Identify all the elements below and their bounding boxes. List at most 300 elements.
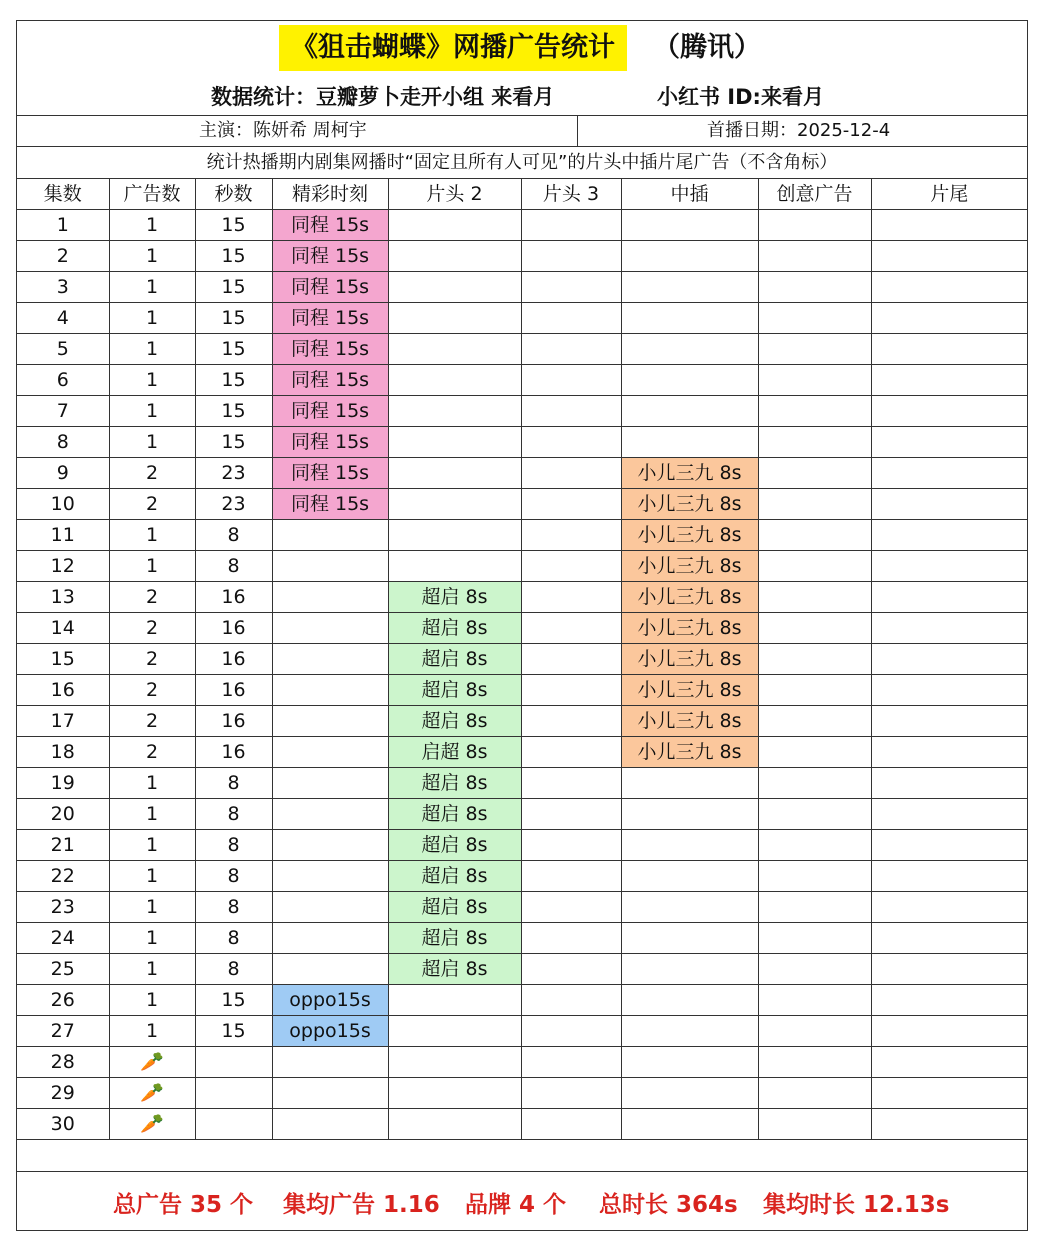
opening2-ad-cell: 超启 8s bbox=[388, 675, 521, 706]
opening2-ad-cell bbox=[388, 210, 521, 241]
creative-ad-cell bbox=[758, 675, 871, 706]
header-title-row bbox=[17, 21, 1027, 77]
table-row bbox=[17, 520, 1027, 551]
episode-cell: 26 bbox=[17, 985, 109, 1016]
seconds-cell: 16 bbox=[195, 582, 272, 613]
seconds-cell: 15 bbox=[195, 365, 272, 396]
seconds-cell: 15 bbox=[195, 241, 272, 272]
creative-ad-cell bbox=[758, 706, 871, 737]
ad-count-cell: 2 bbox=[109, 582, 195, 613]
episode-cell: 23 bbox=[17, 892, 109, 923]
ad-count-cell: 1 bbox=[109, 210, 195, 241]
ending-ad-cell bbox=[871, 1109, 1027, 1140]
mid-roll-ad-cell bbox=[621, 799, 758, 830]
opening3-ad-cell bbox=[521, 1016, 621, 1047]
seconds-cell: 8 bbox=[195, 830, 272, 861]
opening3-ad-cell bbox=[521, 923, 621, 954]
table-row bbox=[17, 241, 1027, 272]
mid-roll-ad-cell bbox=[621, 1016, 758, 1047]
highlight-ad-cell bbox=[272, 861, 388, 892]
mid-roll-ad-cell bbox=[621, 830, 758, 861]
table-row bbox=[17, 985, 1027, 1016]
mid-roll-ad-cell bbox=[621, 1047, 758, 1078]
ending-ad-cell bbox=[871, 427, 1027, 458]
table-row bbox=[17, 737, 1027, 768]
mid-roll-ad-cell bbox=[621, 365, 758, 396]
opening3-ad-cell bbox=[521, 737, 621, 768]
highlight-ad-cell bbox=[272, 675, 388, 706]
creative-ad-cell bbox=[758, 1109, 871, 1140]
opening2-ad-cell: 超启 8s bbox=[388, 706, 521, 737]
highlight-ad-cell: 同程 15s bbox=[272, 334, 388, 365]
ad-count-cell: 1 bbox=[109, 427, 195, 458]
creative-ad-cell bbox=[758, 954, 871, 985]
creative-ad-cell bbox=[758, 1047, 871, 1078]
seconds-cell: 8 bbox=[195, 768, 272, 799]
seconds-cell: 8 bbox=[195, 799, 272, 830]
ad-count-cell: 1 bbox=[109, 241, 195, 272]
highlight-ad-cell: 同程 15s bbox=[272, 489, 388, 520]
ad-count-cell: 1 bbox=[109, 551, 195, 582]
creative-ad-cell bbox=[758, 303, 871, 334]
methodology-note: 统计热播期内剧集网播时“固定且所有人可见”的片头中插片尾广告（不含角标） bbox=[17, 147, 1027, 179]
highlight-ad-cell bbox=[272, 1078, 388, 1109]
opening2-ad-cell: 超启 8s bbox=[388, 892, 521, 923]
table-row bbox=[17, 675, 1027, 706]
ending-ad-cell bbox=[871, 892, 1027, 923]
highlight-ad-cell bbox=[272, 830, 388, 861]
highlight-ad-cell: 同程 15s bbox=[272, 272, 388, 303]
table-row bbox=[17, 427, 1027, 458]
table-row bbox=[17, 365, 1027, 396]
highlight-ad-cell bbox=[272, 706, 388, 737]
episode-cell: 21 bbox=[17, 830, 109, 861]
ending-ad-cell bbox=[871, 799, 1027, 830]
ad-count-cell: 1 bbox=[109, 799, 195, 830]
ending-ad-cell bbox=[871, 985, 1027, 1016]
cast-text: 主演：陈妍希 周柯宇 bbox=[199, 120, 367, 141]
highlight-ad-cell: 同程 15s bbox=[272, 210, 388, 241]
mid-roll-ad-cell bbox=[621, 892, 758, 923]
highlight-ad-cell bbox=[272, 1109, 388, 1140]
ending-ad-cell bbox=[871, 737, 1027, 768]
mid-roll-ad-cell bbox=[621, 954, 758, 985]
mid-roll-ad-cell bbox=[621, 334, 758, 365]
opening2-ad-cell bbox=[388, 1016, 521, 1047]
ending-ad-cell bbox=[871, 489, 1027, 520]
highlight-ad-cell: 同程 15s bbox=[272, 241, 388, 272]
mid-roll-ad-cell bbox=[621, 396, 758, 427]
ad-count-cell: 2 bbox=[109, 489, 195, 520]
opening3-ad-cell bbox=[521, 551, 621, 582]
opening3-ad-cell bbox=[521, 613, 621, 644]
highlight-ad-cell: 同程 15s bbox=[272, 365, 388, 396]
seconds-cell: 15 bbox=[195, 1016, 272, 1047]
seconds-cell: 16 bbox=[195, 706, 272, 737]
episode-cell: 17 bbox=[17, 706, 109, 737]
ad-count-cell: 1 bbox=[109, 303, 195, 334]
seconds-cell: 8 bbox=[195, 892, 272, 923]
creative-ad-cell bbox=[758, 520, 871, 551]
creative-ad-cell bbox=[758, 799, 871, 830]
opening2-ad-cell: 超启 8s bbox=[388, 582, 521, 613]
highlight-ad-cell: 同程 15s bbox=[272, 427, 388, 458]
creative-ad-cell bbox=[758, 241, 871, 272]
table-row bbox=[17, 706, 1027, 737]
highlight-ad-cell bbox=[272, 582, 388, 613]
opening2-ad-cell: 超启 8s bbox=[388, 799, 521, 830]
seconds-cell: 16 bbox=[195, 737, 272, 768]
episode-cell: 4 bbox=[17, 303, 109, 334]
table-row bbox=[17, 210, 1027, 241]
page-title: 《狙击蝴蝶》网播广告统计 bbox=[279, 25, 627, 71]
ending-ad-cell bbox=[871, 396, 1027, 427]
table-row bbox=[17, 830, 1027, 861]
mid-roll-ad-cell bbox=[621, 272, 758, 303]
episode-cell: 29 bbox=[17, 1078, 109, 1109]
seconds-cell: 8 bbox=[195, 954, 272, 985]
creative-ad-cell bbox=[758, 923, 871, 954]
mid-roll-ad-cell bbox=[621, 1078, 758, 1109]
creative-ad-cell bbox=[758, 365, 871, 396]
ending-ad-cell bbox=[871, 954, 1027, 985]
episode-cell: 30 bbox=[17, 1109, 109, 1140]
creative-ad-cell bbox=[758, 613, 871, 644]
highlight-ad-cell: oppo15s bbox=[272, 985, 388, 1016]
ending-ad-cell bbox=[871, 365, 1027, 396]
ending-ad-cell bbox=[871, 675, 1027, 706]
table-row bbox=[17, 458, 1027, 489]
mid-roll-ad-cell: 小儿三九 8s bbox=[621, 489, 758, 520]
opening3-ad-cell bbox=[521, 644, 621, 675]
opening2-ad-cell bbox=[388, 985, 521, 1016]
mid-roll-ad-cell bbox=[621, 241, 758, 272]
mid-roll-ad-cell: 小儿三九 8s bbox=[621, 582, 758, 613]
column-header: 片头 2 bbox=[388, 179, 521, 210]
episode-cell: 11 bbox=[17, 520, 109, 551]
ending-ad-cell bbox=[871, 644, 1027, 675]
episode-cell: 22 bbox=[17, 861, 109, 892]
opening3-ad-cell bbox=[521, 954, 621, 985]
mid-roll-ad-cell: 小儿三九 8s bbox=[621, 675, 758, 706]
ad-count-cell: 🥕 bbox=[109, 1047, 195, 1078]
opening2-ad-cell: 超启 8s bbox=[388, 613, 521, 644]
ad-count-cell: 2 bbox=[109, 737, 195, 768]
ad-table bbox=[17, 179, 1027, 1140]
opening2-ad-cell: 超启 8s bbox=[388, 644, 521, 675]
seconds-cell: 15 bbox=[195, 427, 272, 458]
opening2-ad-cell bbox=[388, 427, 521, 458]
opening2-ad-cell bbox=[388, 551, 521, 582]
table-row bbox=[17, 954, 1027, 985]
opening3-ad-cell bbox=[521, 334, 621, 365]
column-header: 创意广告 bbox=[758, 179, 871, 210]
ad-count-cell: 1 bbox=[109, 923, 195, 954]
mid-roll-ad-cell: 小儿三九 8s bbox=[621, 520, 758, 551]
ending-ad-cell bbox=[871, 520, 1027, 551]
mid-roll-ad-cell: 小儿三九 8s bbox=[621, 613, 758, 644]
table-header-row bbox=[17, 179, 1027, 210]
creative-ad-cell bbox=[758, 489, 871, 520]
creative-ad-cell bbox=[758, 427, 871, 458]
episode-cell: 8 bbox=[17, 427, 109, 458]
highlight-ad-cell bbox=[272, 644, 388, 675]
opening2-ad-cell bbox=[388, 365, 521, 396]
seconds-cell: 8 bbox=[195, 520, 272, 551]
table-row bbox=[17, 799, 1027, 830]
creative-ad-cell bbox=[758, 582, 871, 613]
ad-count-cell: 2 bbox=[109, 613, 195, 644]
mid-roll-ad-cell: 小儿三九 8s bbox=[621, 706, 758, 737]
mid-roll-ad-cell: 小儿三九 8s bbox=[621, 644, 758, 675]
highlight-ad-cell: 同程 15s bbox=[272, 396, 388, 427]
episode-cell: 3 bbox=[17, 272, 109, 303]
table-row bbox=[17, 582, 1027, 613]
ad-count-cell: 2 bbox=[109, 644, 195, 675]
mid-roll-ad-cell: 小儿三九 8s bbox=[621, 737, 758, 768]
highlight-ad-cell: 同程 15s bbox=[272, 303, 388, 334]
table-row bbox=[17, 1109, 1027, 1140]
table-row bbox=[17, 644, 1027, 675]
opening3-ad-cell bbox=[521, 582, 621, 613]
ad-count-cell: 1 bbox=[109, 861, 195, 892]
mid-roll-ad-cell bbox=[621, 210, 758, 241]
ending-ad-cell bbox=[871, 706, 1027, 737]
opening2-ad-cell bbox=[388, 1109, 521, 1140]
opening3-ad-cell bbox=[521, 458, 621, 489]
highlight-ad-cell bbox=[272, 551, 388, 582]
episode-cell: 28 bbox=[17, 1047, 109, 1078]
highlight-ad-cell bbox=[272, 613, 388, 644]
episode-cell: 2 bbox=[17, 241, 109, 272]
ending-ad-cell bbox=[871, 303, 1027, 334]
table-row bbox=[17, 272, 1027, 303]
opening2-ad-cell bbox=[388, 520, 521, 551]
ending-ad-cell bbox=[871, 830, 1027, 861]
ad-count-cell: 1 bbox=[109, 985, 195, 1016]
ad-count-cell: 1 bbox=[109, 768, 195, 799]
episode-cell: 10 bbox=[17, 489, 109, 520]
column-header: 集数 bbox=[17, 179, 109, 210]
seconds-cell: 16 bbox=[195, 675, 272, 706]
ending-ad-cell bbox=[871, 241, 1027, 272]
mid-roll-ad-cell bbox=[621, 303, 758, 334]
seconds-cell: 15 bbox=[195, 396, 272, 427]
ending-ad-cell bbox=[871, 1047, 1027, 1078]
seconds-cell: 15 bbox=[195, 303, 272, 334]
table-row bbox=[17, 551, 1027, 582]
average-ads: 集均广告 1.16 bbox=[283, 1192, 440, 1218]
opening2-ad-cell: 超启 8s bbox=[388, 923, 521, 954]
creative-ad-cell bbox=[758, 1078, 871, 1109]
seconds-cell: 16 bbox=[195, 644, 272, 675]
table-row bbox=[17, 303, 1027, 334]
ending-ad-cell bbox=[871, 334, 1027, 365]
stats-credit: 数据统计：豆瓣萝卜走开小组 来看月 bbox=[211, 85, 555, 109]
seconds-cell bbox=[195, 1047, 272, 1078]
ad-count-cell: 1 bbox=[109, 334, 195, 365]
table-row bbox=[17, 613, 1027, 644]
seconds-cell: 15 bbox=[195, 272, 272, 303]
total-duration: 总时长 364s bbox=[599, 1192, 738, 1218]
ending-ad-cell bbox=[871, 768, 1027, 799]
opening2-ad-cell bbox=[388, 241, 521, 272]
opening3-ad-cell bbox=[521, 365, 621, 396]
episode-cell: 25 bbox=[17, 954, 109, 985]
opening3-ad-cell bbox=[521, 706, 621, 737]
mid-roll-ad-cell bbox=[621, 923, 758, 954]
mid-roll-ad-cell: 小儿三九 8s bbox=[621, 551, 758, 582]
column-header: 片头 3 bbox=[521, 179, 621, 210]
seconds-cell: 15 bbox=[195, 985, 272, 1016]
opening3-ad-cell bbox=[521, 241, 621, 272]
mid-roll-ad-cell: 小儿三九 8s bbox=[621, 458, 758, 489]
seconds-cell bbox=[195, 1109, 272, 1140]
episode-cell: 5 bbox=[17, 334, 109, 365]
ad-count-cell: 1 bbox=[109, 365, 195, 396]
column-header: 片尾 bbox=[871, 179, 1027, 210]
highlight-ad-cell bbox=[272, 737, 388, 768]
mid-roll-ad-cell bbox=[621, 861, 758, 892]
ad-count-cell: 1 bbox=[109, 830, 195, 861]
episode-cell: 20 bbox=[17, 799, 109, 830]
seconds-cell: 23 bbox=[195, 458, 272, 489]
ad-count-cell: 1 bbox=[109, 520, 195, 551]
opening3-ad-cell bbox=[521, 520, 621, 551]
opening3-ad-cell bbox=[521, 799, 621, 830]
ending-ad-cell bbox=[871, 1016, 1027, 1047]
opening2-ad-cell bbox=[388, 334, 521, 365]
ad-count-cell: 1 bbox=[109, 396, 195, 427]
creative-ad-cell bbox=[758, 458, 871, 489]
opening3-ad-cell bbox=[521, 427, 621, 458]
creative-ad-cell bbox=[758, 396, 871, 427]
ad-count-cell: 2 bbox=[109, 675, 195, 706]
episode-cell: 7 bbox=[17, 396, 109, 427]
table-row bbox=[17, 892, 1027, 923]
opening2-ad-cell bbox=[388, 303, 521, 334]
summary-row bbox=[17, 1171, 1027, 1231]
highlight-ad-cell bbox=[272, 799, 388, 830]
mid-roll-ad-cell bbox=[621, 427, 758, 458]
opening3-ad-cell bbox=[521, 861, 621, 892]
ad-count-cell: 2 bbox=[109, 706, 195, 737]
creative-ad-cell bbox=[758, 551, 871, 582]
episode-cell: 13 bbox=[17, 582, 109, 613]
seconds-cell: 8 bbox=[195, 923, 272, 954]
ending-ad-cell bbox=[871, 861, 1027, 892]
ad-count-cell: 🥕 bbox=[109, 1109, 195, 1140]
opening2-ad-cell bbox=[388, 489, 521, 520]
opening2-ad-cell bbox=[388, 458, 521, 489]
xiaohongshu-id: 小红书 ID:来看月 bbox=[657, 85, 824, 109]
ad-count-cell: 1 bbox=[109, 272, 195, 303]
table-row bbox=[17, 861, 1027, 892]
creative-ad-cell bbox=[758, 737, 871, 768]
cast-cell bbox=[17, 116, 578, 146]
ending-ad-cell bbox=[871, 458, 1027, 489]
episode-cell: 9 bbox=[17, 458, 109, 489]
opening3-ad-cell bbox=[521, 985, 621, 1016]
table-row bbox=[17, 1047, 1027, 1078]
highlight-ad-cell: oppo15s bbox=[272, 1016, 388, 1047]
creative-ad-cell bbox=[758, 861, 871, 892]
opening3-ad-cell bbox=[521, 675, 621, 706]
ad-count-cell: 1 bbox=[109, 892, 195, 923]
ad-count-cell: 1 bbox=[109, 954, 195, 985]
seconds-cell: 15 bbox=[195, 210, 272, 241]
opening2-ad-cell bbox=[388, 1078, 521, 1109]
opening2-ad-cell: 超启 8s bbox=[388, 830, 521, 861]
opening3-ad-cell bbox=[521, 489, 621, 520]
opening2-ad-cell bbox=[388, 396, 521, 427]
seconds-cell: 8 bbox=[195, 551, 272, 582]
column-header: 中插 bbox=[621, 179, 758, 210]
episode-cell: 16 bbox=[17, 675, 109, 706]
highlight-ad-cell bbox=[272, 1047, 388, 1078]
brand-count: 品牌 4 个 bbox=[465, 1192, 567, 1218]
table-row bbox=[17, 334, 1027, 365]
creative-ad-cell bbox=[758, 892, 871, 923]
episode-cell: 12 bbox=[17, 551, 109, 582]
opening3-ad-cell bbox=[521, 1109, 621, 1140]
highlight-ad-cell bbox=[272, 520, 388, 551]
highlight-ad-cell: 同程 15s bbox=[272, 458, 388, 489]
column-header: 广告数 bbox=[109, 179, 195, 210]
episode-cell: 18 bbox=[17, 737, 109, 768]
table-row bbox=[17, 1078, 1027, 1109]
opening3-ad-cell bbox=[521, 303, 621, 334]
ending-ad-cell bbox=[871, 1078, 1027, 1109]
creative-ad-cell bbox=[758, 768, 871, 799]
highlight-ad-cell bbox=[272, 768, 388, 799]
episode-cell: 6 bbox=[17, 365, 109, 396]
opening3-ad-cell bbox=[521, 830, 621, 861]
seconds-cell: 15 bbox=[195, 334, 272, 365]
ending-ad-cell bbox=[871, 923, 1027, 954]
seconds-cell: 23 bbox=[195, 489, 272, 520]
opening3-ad-cell bbox=[521, 1078, 621, 1109]
episode-cell: 27 bbox=[17, 1016, 109, 1047]
creative-ad-cell bbox=[758, 334, 871, 365]
ad-stats-sheet bbox=[16, 20, 1028, 1231]
total-ads: 总广告 35 个 bbox=[113, 1192, 254, 1218]
table-row bbox=[17, 1016, 1027, 1047]
episode-cell: 24 bbox=[17, 923, 109, 954]
premiere-date: 首播日期：2025-12-4 bbox=[707, 120, 891, 141]
opening3-ad-cell bbox=[521, 1047, 621, 1078]
episode-cell: 19 bbox=[17, 768, 109, 799]
opening3-ad-cell bbox=[521, 396, 621, 427]
ending-ad-cell bbox=[871, 613, 1027, 644]
mid-roll-ad-cell bbox=[621, 768, 758, 799]
credits-row bbox=[17, 79, 1027, 115]
opening3-ad-cell bbox=[521, 768, 621, 799]
seconds-cell: 8 bbox=[195, 861, 272, 892]
creative-ad-cell bbox=[758, 830, 871, 861]
highlight-ad-cell bbox=[272, 923, 388, 954]
mid-roll-ad-cell bbox=[621, 1109, 758, 1140]
opening3-ad-cell bbox=[521, 892, 621, 923]
opening2-ad-cell: 超启 8s bbox=[388, 768, 521, 799]
opening3-ad-cell bbox=[521, 272, 621, 303]
creative-ad-cell bbox=[758, 985, 871, 1016]
average-duration: 集均时长 12.13s bbox=[763, 1192, 950, 1218]
creative-ad-cell bbox=[758, 210, 871, 241]
highlight-ad-cell bbox=[272, 954, 388, 985]
opening3-ad-cell bbox=[521, 210, 621, 241]
seconds-cell bbox=[195, 1078, 272, 1109]
